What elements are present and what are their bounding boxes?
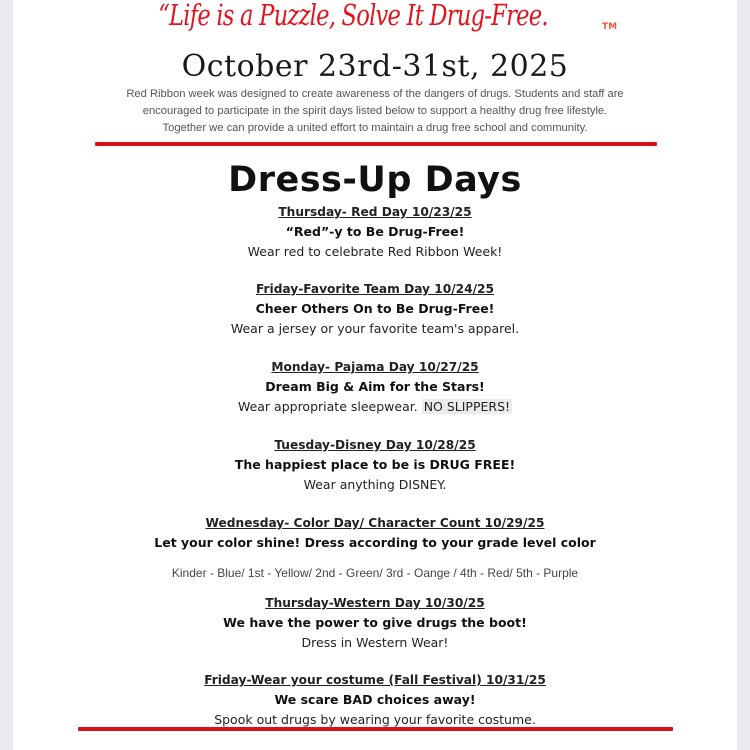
day-description: Wear red to celebrate Red Ribbon Week! [247, 244, 503, 259]
day-entry [0, 436, 750, 495]
day-description: Wear a jersey or your favorite team's apparel. [230, 321, 520, 336]
day-description: Dress in Western Wear! [301, 635, 449, 650]
day-note: NO SLIPPERS! [423, 399, 511, 414]
intro-paragraph [0, 86, 750, 137]
day-slogan: Dream Big & Aim for the Stars! [265, 379, 485, 394]
day-title: Tuesday-Disney Day 10/28/25 [274, 438, 476, 452]
day-description [0, 396, 750, 417]
bottom-divider [78, 727, 673, 731]
day-title: Wednesday- Color Day/ Character Count 10/29/25 [205, 516, 545, 530]
section-heading: Dress-Up Days [228, 160, 522, 200]
day-entry [0, 514, 750, 552]
event-dates: October 23rd-31st, 2025 [181, 49, 569, 84]
day-slogan: Let your color shine! Dress according to your grade level color [154, 535, 596, 550]
day-entry [0, 594, 750, 653]
intro-line: encouraged to participate in the spirit days listed below to support a healthy drug free lifestyle. [142, 105, 608, 117]
trademark: TM [602, 22, 618, 32]
day-description: Spook out drugs by wearing your favorite costume. [214, 712, 536, 727]
day-description: Wear anything DISNEY. [303, 477, 447, 492]
day-slogan: The happiest place to be is DRUG FREE! [234, 457, 516, 472]
day-title: Friday-Favorite Team Day 10/24/25 [255, 282, 495, 296]
day-slogan: “Red”-y to Be Drug-Free! [285, 224, 465, 239]
day-entry [0, 203, 750, 262]
day-title: Friday-Wear your costume (Fall Festival) 10/31/25 [204, 673, 546, 687]
day-slogan: We scare BAD choices away! [274, 692, 476, 707]
day-entry [0, 671, 750, 730]
intro-line: Together we can provide a united effort to maintain a drug free school and community. [162, 122, 588, 134]
day-title: Thursday- Red Day 10/23/25 [278, 205, 472, 219]
grade-colors: Kinder - Blue/ 1st - Yellow/ 2nd - Green/ 3rd - Oange / 4th - Red/ 5th - Purple [171, 566, 579, 580]
day-title: Thursday-Western Day 10/30/25 [265, 596, 485, 610]
day-entry [0, 358, 750, 417]
slogan: “Life is a Puzzle, Solve It Drug-Free. [158, 0, 548, 32]
intro-line: Red Ribbon week was designed to create awareness of the dangers of drugs. Students and staff are [126, 88, 624, 100]
day-title: Monday- Pajama Day 10/27/25 [271, 360, 479, 374]
day-entry [0, 280, 750, 339]
top-divider [95, 142, 657, 146]
day-slogan: We have the power to give drugs the boot! [223, 615, 527, 630]
day-description-text: Wear appropriate sleepwear. [237, 399, 418, 414]
day-slogan: Cheer Others On to Be Drug-Free! [255, 301, 495, 316]
